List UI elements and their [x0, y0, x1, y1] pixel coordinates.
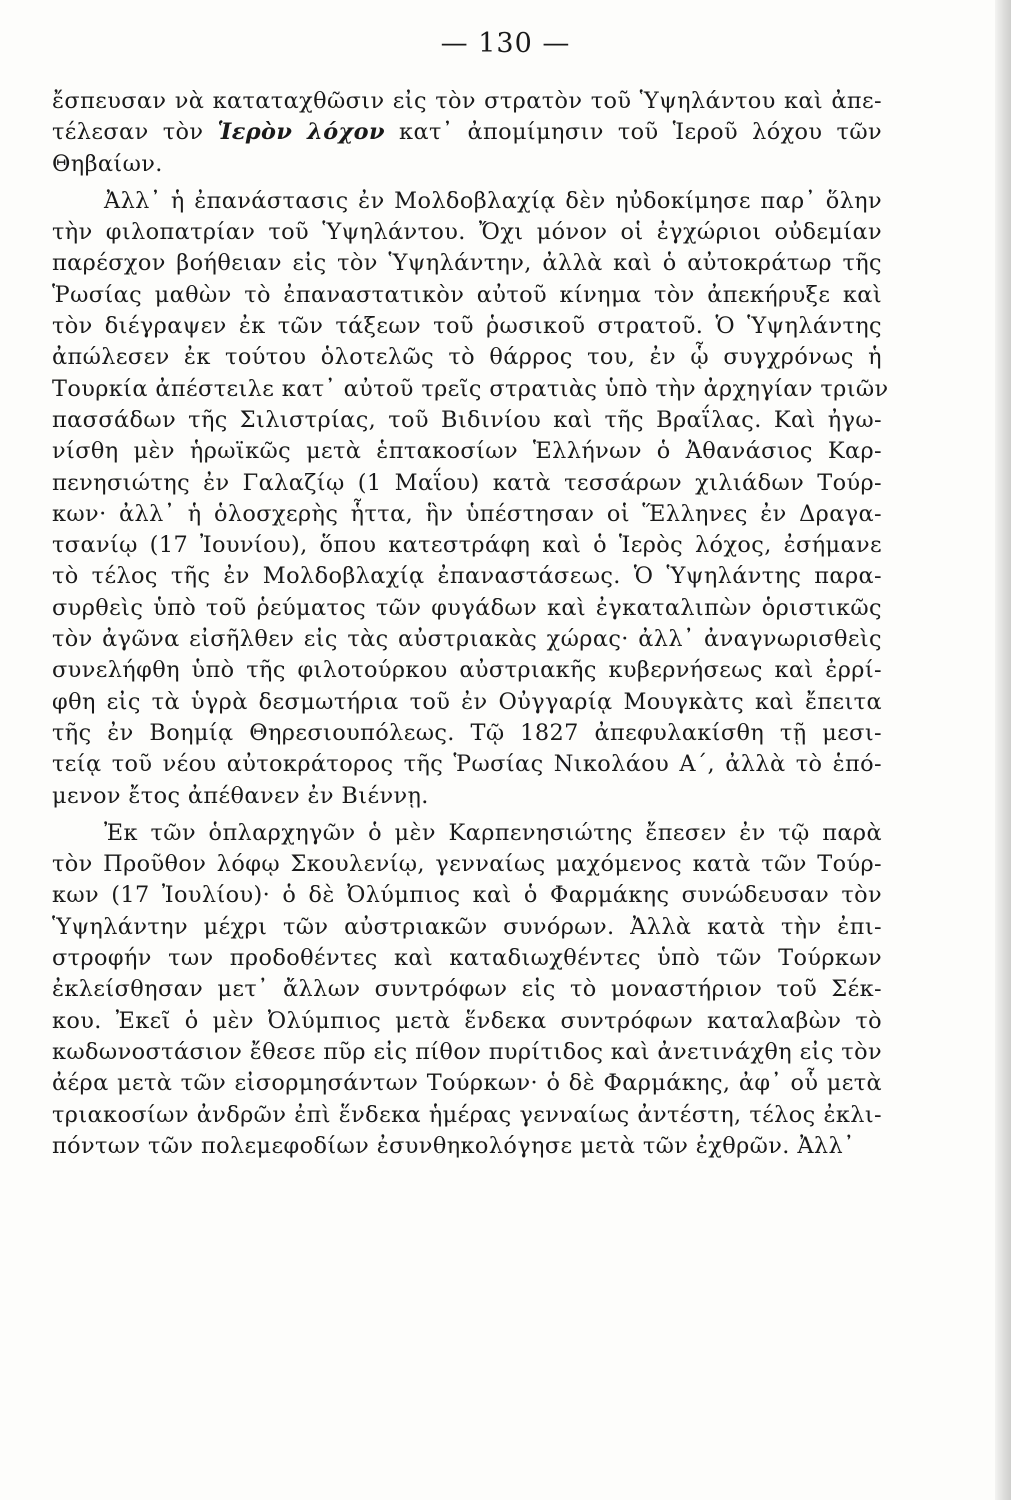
text-line [52, 880, 882, 911]
text-segment: πασσάδων τῆς Σιλιστρίας, τοῦ Βιδινίου καὶ τῆς Βραΐλας. Καὶ ἠγω- [52, 406, 882, 433]
text-line [52, 624, 882, 655]
text-segment: τριακοσίων ἀνδρῶν ἐπὶ ἕνδεκα ἡμέρας γενναίως ἀντέστη, τέλος ἐκλι- [52, 1101, 882, 1128]
paragraph-3 [52, 818, 882, 1162]
text-line [52, 818, 882, 849]
text-segment: κου. Ἐκεῖ ὁ μὲν Ὀλύμπιος μετὰ ἕνδεκα συντρόφων καταλαβὼν τὸ [52, 1007, 882, 1034]
text-segment: τὸν Προῦθον λόφῳ Σκουλενίῳ, γενναίως μαχόμενος κατὰ τῶν Τούρ- [52, 851, 882, 878]
body-text [52, 86, 889, 1162]
text-line [52, 1068, 882, 1099]
text-segment: στροφήν των προδοθέντες καὶ καταδιωχθέντες ὑπὸ τῶν Τούρκων [52, 945, 882, 972]
text-line [52, 781, 882, 812]
text-segment: παρέσχον βοήθειαν εἰς τὸν Ὑψηλάντην, ἀλλὰ καὶ ὁ αὐτοκράτωρ τῆς [52, 250, 882, 277]
page-number: — 130 — [440, 28, 571, 59]
text-segment: κων (17 Ἰουλίου)· ὁ δὲ Ὀλύμπιος καὶ ὁ Φαρμάκης συνώδευσαν τὸν [52, 882, 882, 909]
text-line [52, 86, 882, 117]
text-line [52, 1006, 882, 1037]
text-segment: μενον ἔτος ἀπέθανεν ἐν Βιέννῃ. [52, 782, 429, 809]
text-line [52, 149, 882, 180]
text-segment: συνελήφθη ὑπὸ τῆς φιλοτούρκου αὐστριακῆς κυβερνήσεως καὶ ἐρρί- [52, 657, 882, 684]
text-line [52, 499, 882, 530]
text-segment: ἔσπευσαν νὰ καταταχθῶσιν εἰς τὸν στρατὸν τοῦ Ὑψηλάντου καὶ ἀπε- [52, 88, 882, 114]
text-line [52, 593, 882, 624]
text-segment: κωδωνοστάσιον ἔθεσε πῦρ εἰς πίθον πυρίτιδος καὶ ἀνετινάχθη εἰς τὸν [52, 1038, 882, 1065]
text-segment: Ἐκ τῶν ὁπλαρχηγῶν ὁ μὲν Καρπενησιώτης ἔπεσεν ἐν τῷ παρὰ [104, 819, 882, 846]
text-segment: τέλεσαν τὸν [52, 119, 218, 146]
text-segment: συρθεὶς ὑπὸ τοῦ ῥεύματος τῶν φυγάδων καὶ ἐγκαταλιπὼν ὁριστικῶς [52, 594, 882, 621]
text-line [52, 687, 882, 718]
text-segment: ἀπώλεσεν ἐκ τούτου ὁλοτελῶς τὸ θάρρος του, ἐν ᾧ συγχρόνως ἡ [52, 344, 882, 371]
paragraph-2 [52, 186, 889, 812]
text-line [52, 849, 882, 880]
text-segment: Τουρκία ἀπέστειλε κατ᾿ αὐτοῦ τρεῖς στρατιὰς ὑπὸ τὴν ἀρχηγίαν τριῶν [52, 375, 889, 402]
text-line [52, 468, 882, 499]
text-segment: νίσθη μὲν ἡρωϊκῶς μετὰ ἑπτακοσίων Ἑλλήνων ὁ Ἀθανάσιος Καρ- [52, 438, 882, 465]
text-segment: κων· ἀλλ᾿ ἡ ὁλοσχερὴς ἧττα, ἣν ὑπέστησαν οἱ Ἕλληνες ἐν Δραγα- [52, 500, 882, 527]
text-segment: ἐκλείσθησαν μετ᾿ ἄλλων συντρόφων εἰς τὸ μοναστήριον τοῦ Σέκ- [52, 976, 882, 1003]
text-line [52, 436, 882, 467]
text-segment: τὸν ἀγῶνα εἰσῆλθεν εἰς τὰς αὐστριακὰς χώρας· ἀλλ᾿ ἀναγνωρισθεὶς [52, 626, 882, 653]
emphasized-term: Ἱερὸν λόχον [217, 119, 385, 146]
text-line [52, 655, 882, 686]
text-line [52, 749, 882, 780]
text-line [52, 1100, 882, 1131]
text-line [52, 280, 882, 311]
text-segment: Ῥωσίας μαθὼν τὸ ἐπαναστατικὸν αὐτοῦ κίνημα τὸν ἀπεκήρυξε καὶ [52, 281, 882, 308]
text-line [52, 248, 882, 279]
page-edge-shadow [995, 0, 1011, 1500]
text-line [52, 718, 882, 749]
text-line [52, 561, 882, 592]
text-segment: πενησιώτης ἐν Γαλαζίῳ (1 Μαΐου) κατὰ τεσσάρων χιλιάδων Τούρ- [52, 469, 882, 496]
text-line [52, 374, 889, 405]
text-line [52, 405, 882, 436]
text-segment: τὴν φιλοπατρίαν τοῦ Ὑψηλάντου. Ὄχι μόνον οἱ ἐγχώριοι οὐδεμίαν [52, 219, 882, 246]
text-line [52, 912, 882, 943]
text-segment: τσανίῳ (17 Ἰουνίου), ὅπου κατεστράφη καὶ ὁ Ἱερὸς λόχος, ἐσήμανε [52, 532, 882, 559]
text-segment: Θηβαίων. [52, 150, 163, 177]
text-line [52, 217, 882, 248]
text-segment: φθη εἰς τὰ ὑγρὰ δεσμωτήρια τοῦ ἐν Οὐγγαρίᾳ Μουγκὰτς καὶ ἔπειτα [52, 688, 882, 715]
text-segment: Ἀλλ᾿ ἡ ἐπανάστασις ἐν Μολδοβλαχίᾳ δὲν ηὐδοκίμησε παρ᾿ ὅλην [104, 187, 882, 214]
text-segment: τὸν διέγραψεν ἐκ τῶν τάξεων τοῦ ῥωσικοῦ στρατοῦ. Ὁ Ὑψηλάντης [52, 313, 882, 340]
text-segment: Ὑψηλάντην μέχρι τῶν αὐστριακῶν συνόρων. Ἀλλὰ κατὰ τὴν ἐπι- [52, 913, 882, 940]
text-line [52, 117, 882, 148]
text-line [52, 943, 882, 974]
text-line [52, 342, 882, 373]
text-line [52, 1131, 882, 1162]
text-segment: ἀέρα μετὰ τῶν εἰσορμησάντων Τούρκων· ὁ δὲ Φαρμάκης, ἀφ᾿ οὗ μετὰ [52, 1070, 882, 1097]
text-segment: τείᾳ τοῦ νέου αὐτοκράτορος τῆς Ῥωσίας Νικολάου Α΄, ἀλλὰ τὸ ἑπό- [52, 751, 882, 778]
text-line [52, 1037, 882, 1068]
text-line [52, 974, 882, 1005]
text-line [52, 530, 882, 561]
text-segment: τῆς ἐν Βοημίᾳ Θηρεσιουπόλεως. Τῷ 1827 ἀπεφυλακίσθη τῇ μεσι- [52, 719, 882, 746]
paragraph-1 [52, 86, 882, 180]
text-segment: κατ᾿ ἀπομίμησιν τοῦ Ἱεροῦ λόχου τῶν [384, 119, 882, 146]
text-line [52, 186, 882, 217]
text-segment: τὸ τέλος τῆς ἐν Μολδοβλαχίᾳ ἐπαναστάσεως. Ὁ Ὑψηλάντης παρα- [52, 563, 882, 590]
text-line [52, 311, 882, 342]
text-segment: πόντων τῶν πολεμεφοδίων ἐσυνθηκολόγησε μετὰ τῶν ἐχθρῶν. Ἀλλ᾿ [52, 1132, 855, 1159]
